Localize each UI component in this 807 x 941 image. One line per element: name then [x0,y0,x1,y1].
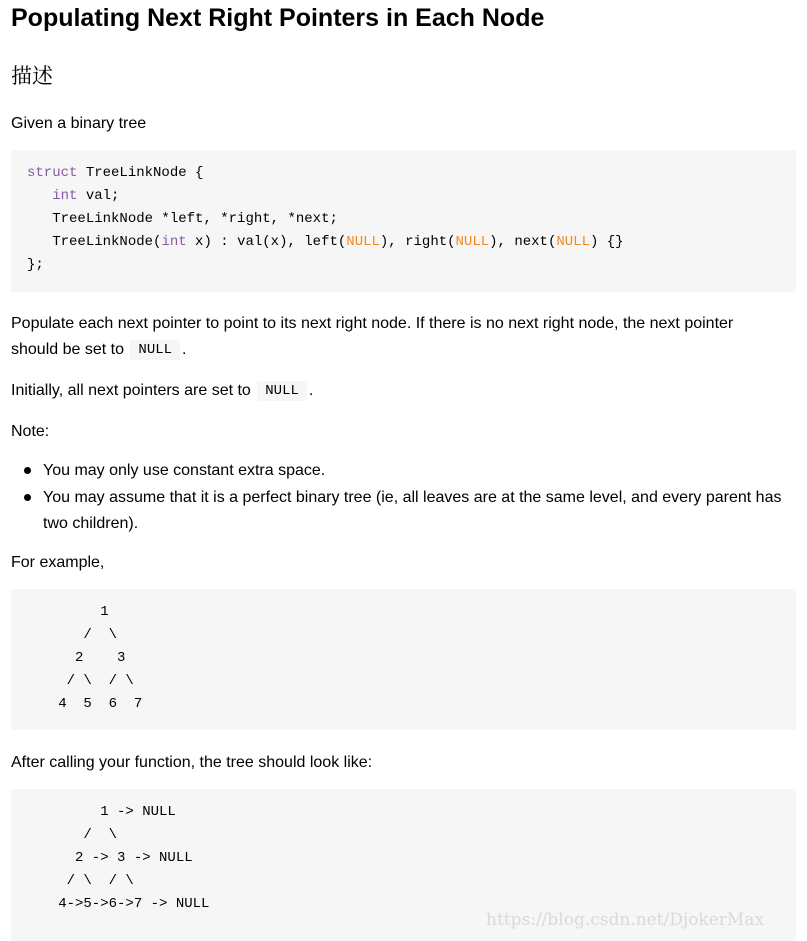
list-item [43,458,793,484]
code-pointers-decl: TreeLinkNode *left, *right, *next; [52,211,338,227]
example-label: For example, [11,554,105,571]
keyword-struct: struct [27,165,78,181]
struct-code [27,162,624,277]
note-text-2: You may assume that it is a perfect binary tree (ie, all leaves are at the same level, and every parent has two children). [43,489,782,532]
code-ctor-end: ) {} [589,234,624,250]
struct-code-block [11,150,796,292]
tree-example-block [11,589,796,730]
keyword-int: int [52,188,78,204]
inline-code-null: NULL [130,340,180,360]
bullet-icon [24,494,31,501]
code-null-next: NULL [556,234,590,250]
code-closing: }; [27,257,44,273]
initially-period: . [308,382,314,399]
code-struct-name: TreeLinkNode { [77,165,204,181]
note-label: Note: [11,423,50,440]
code-ctor-name: TreeLinkNode( [52,234,162,250]
tree-result-code: 1 -> NULL / \ 2 -> 3 -> NULL / \ / \ 4->5->6->7 -> NULL [58,804,210,912]
page-title: Populating Next Right Pointers in Each Node [11,4,545,32]
populate-line-2-text: should be set to [11,341,124,358]
code-val-decl: val; [77,188,120,204]
keyword-int-param: int [161,234,187,250]
code-ctor-params: x) : val(x), left( [186,234,347,250]
initially-text [11,378,313,404]
code-next-part: ), next( [489,234,557,250]
code-null-left: NULL [346,234,380,250]
list-item [43,485,793,537]
after-label: After calling your function, the tree should look like: [11,754,373,771]
watermark-text: https://blog.csdn.net/DjokerMax [486,910,765,930]
populate-period: . [182,341,187,358]
code-null-right: NULL [455,234,490,250]
initially-text-body: Initially, all next pointers are set to [11,382,251,399]
note-text-1: You may only use constant extra space. [43,462,326,479]
code-right-part: ), right( [379,234,456,250]
tree-example-code: 1 / \ 2 3 / \ / \ 4 5 6 7 [58,604,143,712]
section-heading: 描述 [11,64,53,88]
populate-line-1: Populate each next pointer to point to its next right node. If there is no next right node, the next pointer [11,315,734,332]
populate-line-2 [11,337,186,363]
intro-text: Given a binary tree [11,115,147,132]
bullet-icon [24,467,31,474]
inline-code-null-2: NULL [257,381,307,401]
notes-list [43,458,793,538]
